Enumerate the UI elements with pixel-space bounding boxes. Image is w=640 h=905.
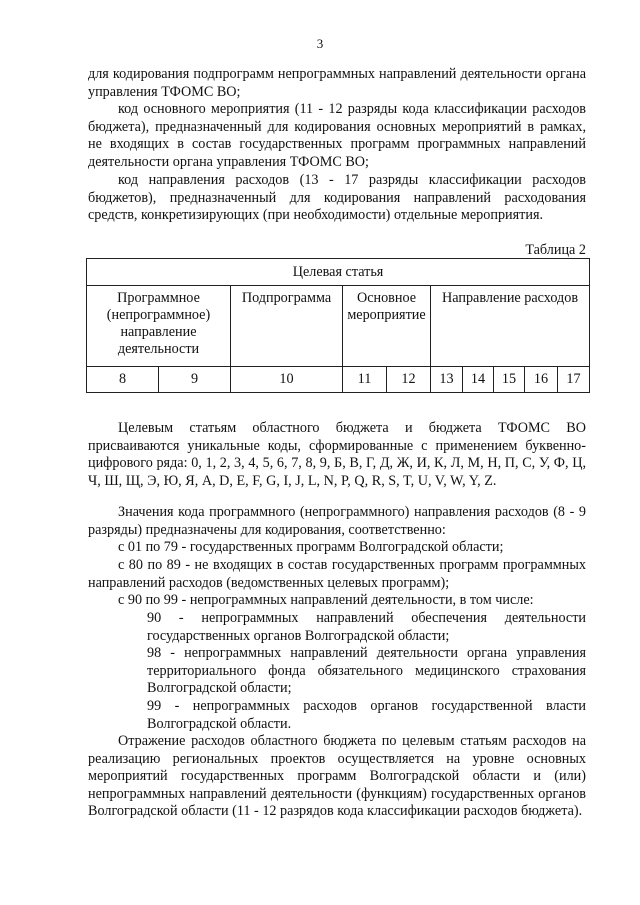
digit-cell: 14	[463, 367, 494, 393]
group-subprogram: Подпрограмма	[231, 286, 343, 367]
digit-cell: 13	[431, 367, 463, 393]
list-item: с 90 по 99 - непрограммных направлений деятельности, в том числе:	[118, 592, 534, 608]
digit-cell: 9	[159, 367, 231, 393]
paragraph-main-activity-code: код основного мероприятия (11 - 12 разряды кода классификации расходов бюджета), предназначенный для кодирования основных мероприятий в рамках, не входящих в состав государственных программ программных направлений деятельности органа управления ТФОМС ВО;	[88, 101, 586, 170]
sub-list-item: 99 - непрограммных расходов органов государственной власти Волгоградской области.	[147, 698, 586, 732]
paragraph-regional-projects: Отражение расходов областного бюджета по целевым статьям расходов на реализацию региональных проектов осуществляется на уровне основных мероприятий государственных программ Волгоградской области и (или) непрограммных направлений деятельности (функциям) государственных органов Волгоградской области (11 - 12 разрядов кода классификации расходов бюджета).	[88, 733, 586, 820]
digit-cell: 10	[231, 367, 343, 393]
digit-cell: 11	[343, 367, 387, 393]
sub-list-item: 90 - непрограммных направлений обеспечения деятельности государственных органов Волгоградской области;	[147, 610, 586, 644]
paragraph-expense-direction-code: код направления расходов (13 - 17 разряды классификации расходов бюджетов), предназначенный для кодирования направлений расходования средств, конкретизирующих (при необходимости) отдельные мероприятия.	[88, 172, 586, 224]
group-program-direction: Программное (непрограммное) направление деятельности	[87, 286, 231, 367]
digit-cell: 17	[558, 367, 590, 393]
sub-list-item: 98 - непрограммных направлений деятельности органа управления территориального фонда обязательного медицинского страхования Волгоградской области;	[147, 645, 586, 697]
table-caption: Таблица 2	[525, 242, 586, 258]
digit-cell: 16	[525, 367, 558, 393]
list-item: с 80 по 89 - не входящих в состав государственных программ программных направлений расходов (ведомственных целевых программ);	[88, 557, 586, 591]
digit-cell: 8	[87, 367, 159, 393]
paragraph-unique-codes: Целевым статьям областного бюджета и бюджета ТФОМС ВО присваиваются уникальные коды, сформированные с применением буквенно-цифрового ряда: 0, 1, 2, 3, 4, 5, 6, 7, 8, 9, Б, В, Г, Д, Ж, И, К, Л, М, Н, П, С, У, Ф, Ц, Ч, Ш, Щ, Э, Ю, Я, A, D, E, F, G, I, J, L, N, P, Q, R, S, T, U, V, W, Y, Z.	[88, 420, 586, 489]
group-main-activity: Основное мероприятие	[343, 286, 431, 367]
digit-cell: 15	[494, 367, 525, 393]
group-expense-direction: Направление расходов	[431, 286, 590, 367]
paragraph-program-code-values: Значения кода программного (непрограммного) направления расходов (8 - 9 разряды) предназначены для кодирования, соответственно:	[88, 504, 586, 538]
digit-cell: 12	[387, 367, 431, 393]
page-number: 3	[316, 36, 324, 51]
list-item: с 01 по 79 - государственных программ Волгоградской области;	[118, 539, 504, 555]
target-article-table	[86, 258, 590, 393]
paragraph-subprogram-code: для кодирования подпрограмм непрограммных направлений деятельности органа управления ТФОМС ВО;	[88, 66, 586, 100]
table-title: Целевая статья	[87, 259, 590, 286]
